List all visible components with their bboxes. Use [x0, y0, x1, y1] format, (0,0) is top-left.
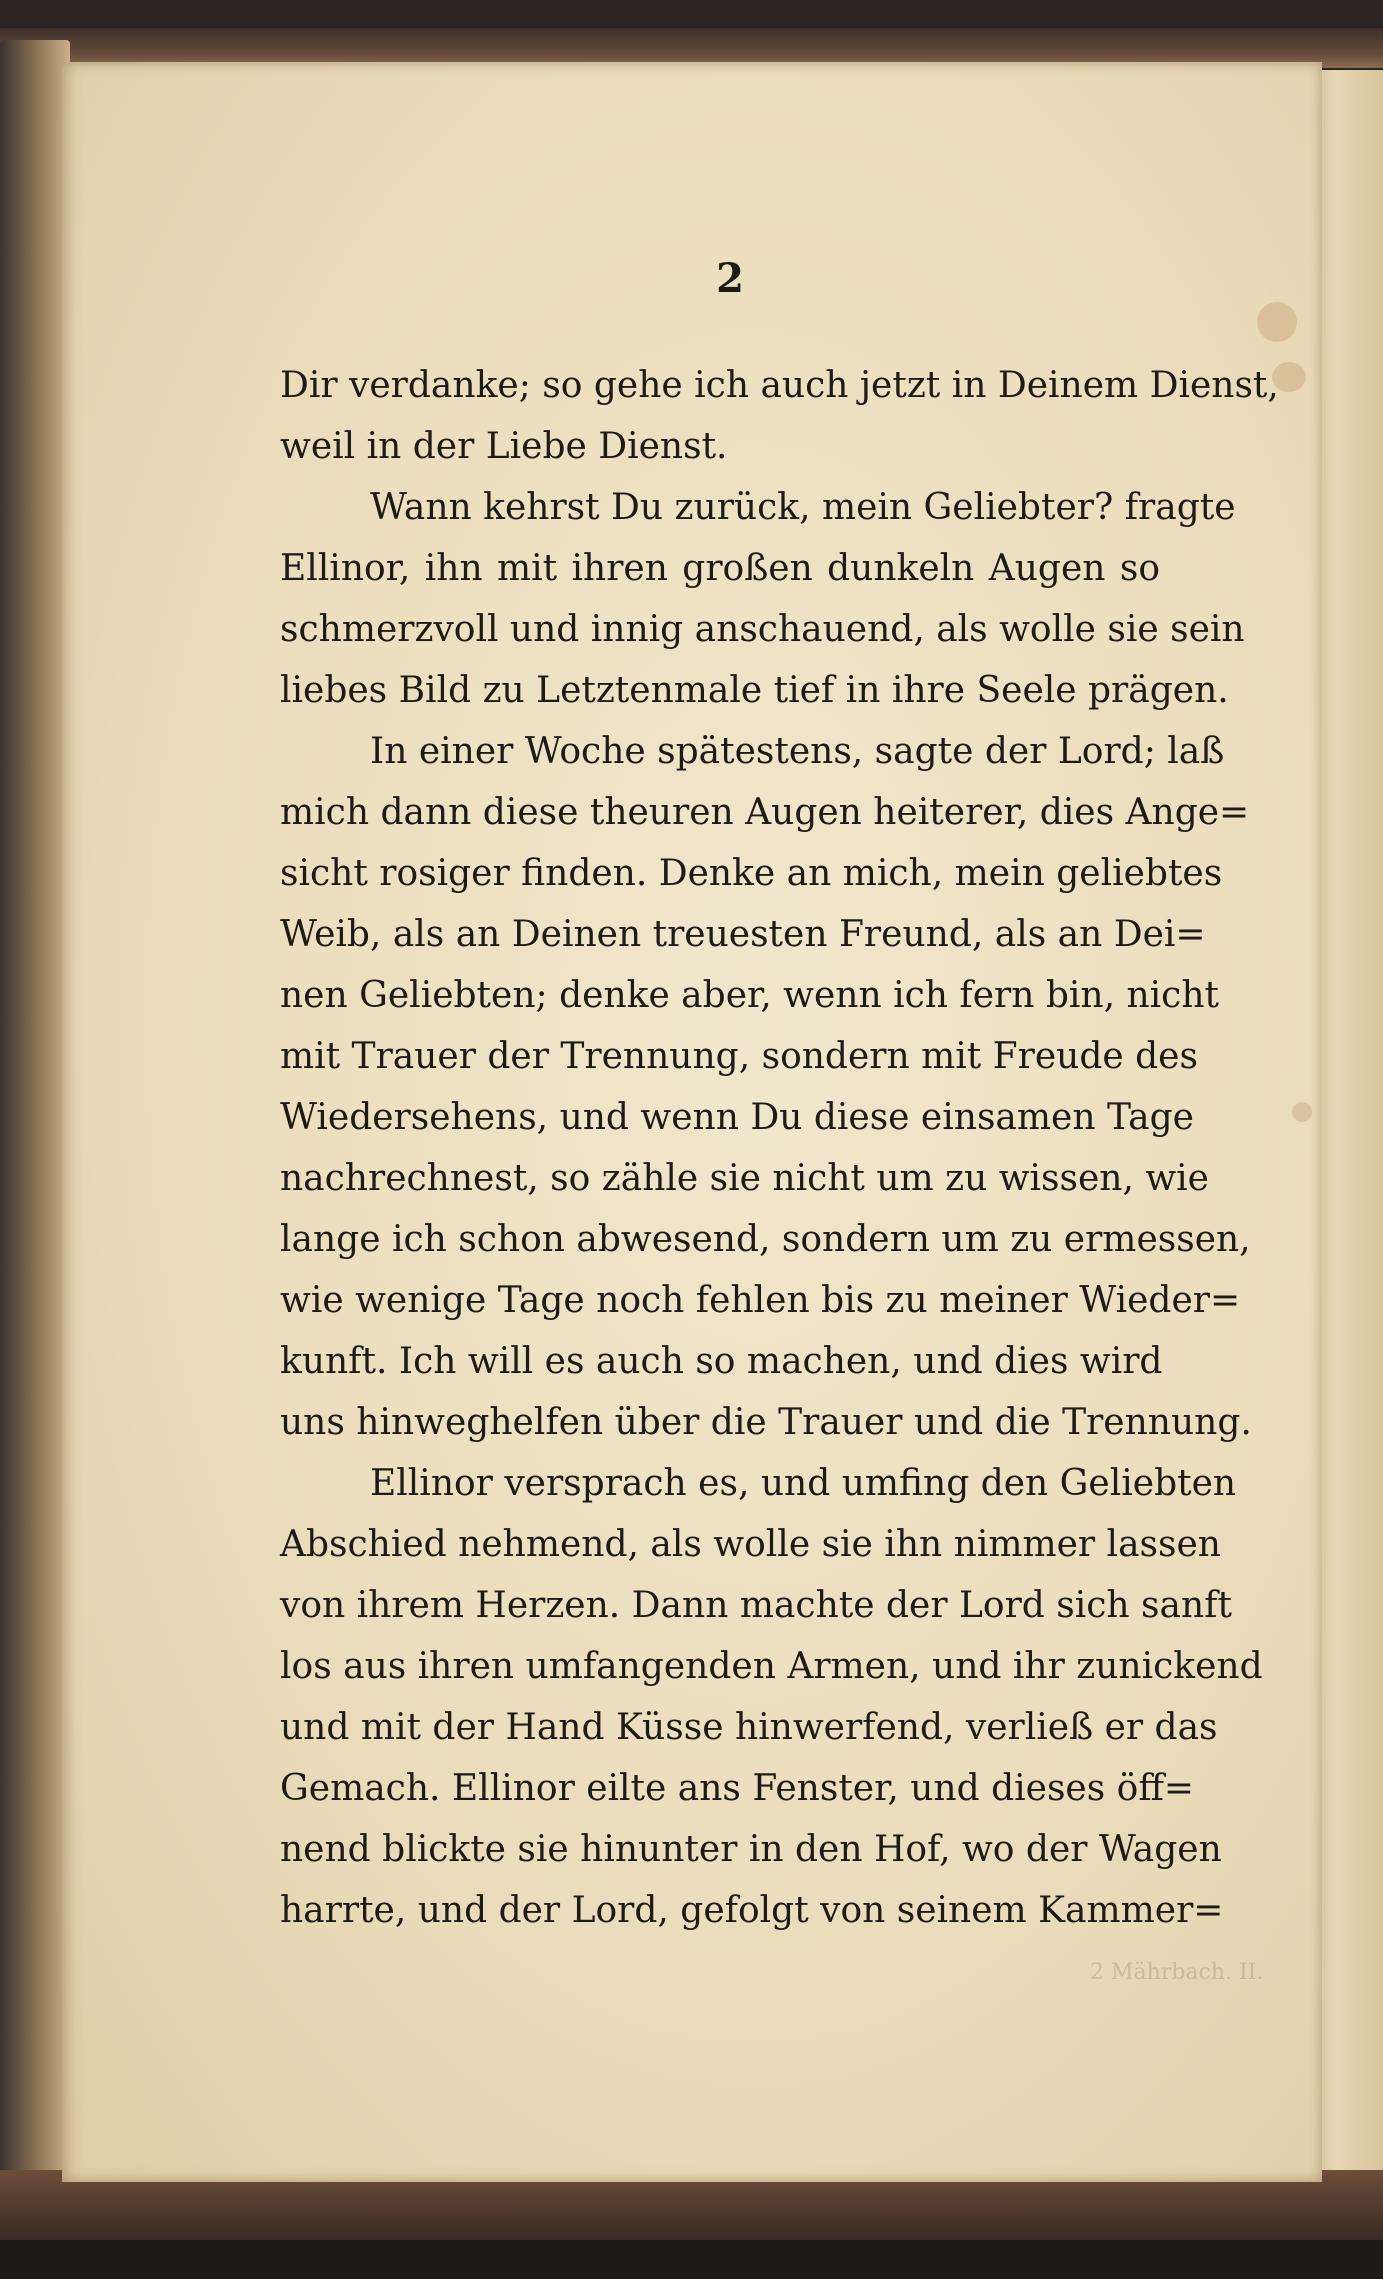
foxing-stain — [1292, 1102, 1312, 1122]
text-line: Gemach. Ellinor eilte ans Fenster, und dieses öff= — [280, 1768, 1195, 1809]
text-line: liebes Bild zu Letztenmale tief in ihre Seele prägen. — [280, 670, 1229, 711]
text-line: weil in der Liebe Dienst. — [280, 426, 728, 467]
text-line: sicht rosiger finden. Denke an mich, mein geliebtes — [280, 853, 1223, 894]
text-line: In einer Woche spätestens, sagte der Lord; laß — [370, 731, 1225, 772]
text-line: und mit der Hand Küsse hinwerfend, verließ er das — [280, 1707, 1218, 1748]
text-line: Abschied nehmend, als wolle sie ihn nimmer lassen — [280, 1524, 1221, 1565]
body-text — [280, 355, 1279, 1941]
text-line: schmerzvoll und innig anschauend, als wolle sie sein — [280, 609, 1245, 650]
page-number: 2 — [716, 255, 744, 302]
text-line: mit Trauer der Trennung, sondern mit Freude des — [280, 1036, 1198, 1077]
printer-signature-mark: 2 Mährbach. II. — [1090, 1960, 1264, 1985]
text-line: mich dann diese theuren Augen heiterer, dies Ange= — [280, 792, 1250, 833]
text-line: nachrechnest, so zähle sie nicht um zu wissen, wie — [280, 1158, 1209, 1199]
text-line: Dir verdanke; so gehe ich auch jetzt in Deinem Dienst, — [280, 365, 1279, 406]
text-line: Ellinor versprach es, und umfing den Geliebten — [370, 1463, 1237, 1504]
text-line: Weib, als an Deinen treuesten Freund, als an Dei= — [280, 914, 1206, 955]
foxing-stain — [1257, 302, 1297, 342]
text-line: wie wenige Tage noch fehlen bis zu meiner Wieder= — [280, 1280, 1241, 1321]
text-line: Wiedersehens, und wenn Du diese einsamen Tage — [280, 1097, 1194, 1138]
text-line: von ihrem Herzen. Dann machte der Lord sich sanft — [280, 1585, 1232, 1626]
text-line: kunft. Ich will es auch so machen, und dies wird — [280, 1341, 1163, 1382]
text-line: uns hinweghelfen über die Trauer und die Trennung. — [280, 1402, 1252, 1443]
text-line: los aus ihren umfangenden Armen, und ihr zunickend — [280, 1646, 1263, 1687]
text-line: harrte, und der Lord, gefolgt von seinem Kammer= — [280, 1890, 1224, 1931]
text-line: nend blickte sie hinunter in den Hof, wo der Wagen — [280, 1829, 1222, 1870]
book-binding — [0, 40, 70, 2225]
text-line: Ellinor, ihn mit ihren großen dunkeln Augen so — [280, 548, 1160, 589]
text-line: Wann kehrst Du zurück, mein Geliebter? fragte — [370, 487, 1236, 528]
text-line: lange ich schon abwesend, sondern um zu ermessen, — [280, 1219, 1251, 1260]
text-line: nen Geliebten; denke aber, wenn ich fern bin, nicht — [280, 975, 1219, 1016]
